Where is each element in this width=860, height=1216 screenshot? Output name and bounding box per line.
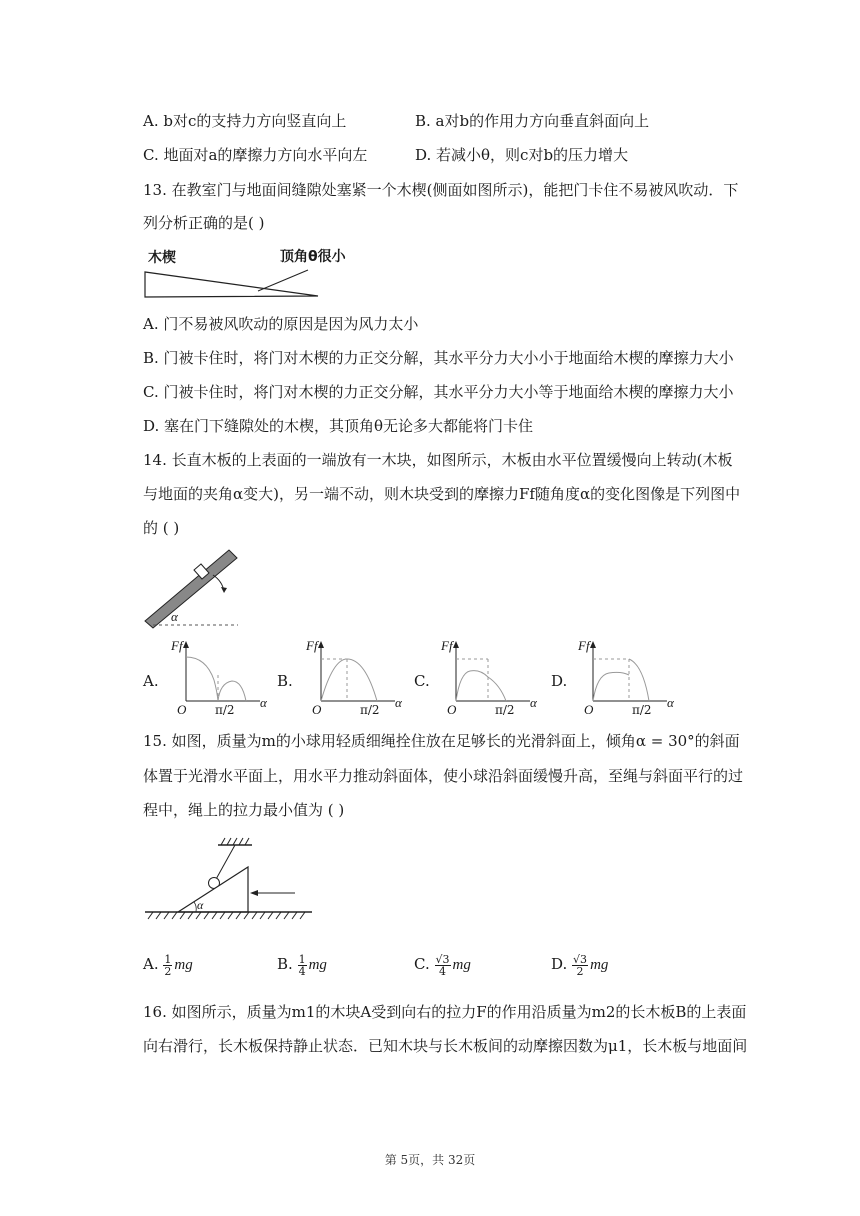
- graph-a-curve-1: [186, 657, 218, 701]
- graph-d-x-label: α: [667, 695, 674, 710]
- q15-stem-line3: 程中，绳上的拉力最小值为 ( ): [143, 801, 345, 819]
- q15-option-c-fraction: $\frac{√3}{4}$: [435, 952, 450, 978]
- graph-d-y-label: Ff: [578, 638, 590, 653]
- q14-graph-c-label: C.: [414, 672, 430, 690]
- rotation-arrowhead: [221, 587, 227, 593]
- graph-a-y-label: Ff: [171, 638, 183, 653]
- q14-graph-b: [305, 635, 410, 720]
- q14-graph-b-label: B.: [277, 672, 293, 690]
- q14-graph-d: [577, 635, 682, 720]
- board-angle-label: α: [171, 609, 178, 624]
- incline-diagram: [140, 835, 320, 925]
- q14-graph-c: [440, 635, 545, 720]
- q13-stem-line2: 列分析正确的是( ): [143, 214, 265, 232]
- q15-option-a-fraction: $\frac{1}{2}$: [164, 952, 172, 978]
- q14-graph-a-label: A.: [143, 672, 159, 690]
- q15-option-b-fraction: $\frac{1}{4}$: [298, 952, 306, 978]
- graph-d-tick: π/2: [632, 703, 652, 717]
- push-force-arrowhead: [250, 890, 258, 896]
- q14-stem-line2: 与地面的夹角α变大)，另一端不动，则木块受到的摩擦力Ff随角度α的变化图像是下列图中: [143, 485, 741, 503]
- graph-b-curve: [321, 659, 377, 701]
- graph-c-curve-1: [456, 671, 488, 701]
- q15-option-c: C. $\frac{√3}{4}$ mg: [414, 952, 471, 978]
- q15-option-a: A. $\frac{1}{2}$ mg: [143, 952, 193, 978]
- q14-board-figure: [140, 545, 245, 633]
- q13-option-b: B. 门被卡住时，将门对木楔的力正交分解，其水平分力大小小于地面给木楔的摩擦力大小: [143, 349, 734, 367]
- graph-d-origin: O: [584, 702, 594, 717]
- q14-stem-line1: 14. 长直木板的上表面的一端放有一木块，如图所示，木板由水平位置缓慢向上转动(木板: [143, 451, 733, 469]
- graph-b-tick: π/2: [360, 703, 380, 717]
- graph-d-curve-1: [593, 672, 629, 701]
- q12-option-b: B. a对b的作用力方向垂直斜面向上: [415, 112, 650, 130]
- wedge-angle-pointer: [258, 270, 308, 291]
- graph-b-y-label: Ff: [306, 638, 318, 653]
- graph-b-x-label: α: [395, 695, 402, 710]
- graph-c-curve-2: [488, 677, 506, 701]
- q14-graph-a: [170, 635, 275, 720]
- page-footer: 第 5页，共 32页: [384, 1153, 476, 1167]
- q12-option-d: D. 若减小θ，则c对b的压力增大: [415, 146, 629, 164]
- graph-b-origin: O: [312, 702, 322, 717]
- graph-a-origin: O: [177, 702, 187, 717]
- graph-c-tick: π/2: [495, 703, 515, 717]
- q15-stem-line2: 体置于光滑水平面上，用水平力推动斜面体，使小球沿斜面缓慢升高，至绳与斜面平行的过: [143, 767, 744, 785]
- q12-option-a: A. b对c的支持力方向竖直向上: [143, 112, 347, 130]
- q15-stem-line1: 15. 如图，质量为m的小球用轻质细绳拴住放在足够长的光滑斜面上，倾角α = 30°的斜面: [143, 732, 740, 750]
- wedge-label-right: 顶角θ很小: [280, 249, 346, 265]
- q14-graph-d-label: D.: [551, 672, 568, 690]
- q13-option-d: D. 塞在门下缝隙处的木楔，其顶角θ无论多大都能将门卡住: [143, 417, 534, 435]
- q16-stem-line2: 向右滑行，长木板保持静止状态．已知木块与长木板间的动摩擦因数为μ1，长木板与地面间: [143, 1037, 748, 1055]
- q14-stem-line3: 的 ( ): [143, 519, 180, 537]
- q15-option-d: D. $\frac{√3}{2}$ mg: [551, 952, 609, 978]
- graph-c-x-label: α: [530, 695, 537, 710]
- q13-wedge-figure: [140, 244, 370, 304]
- graph-c-y-label: Ff: [441, 638, 453, 653]
- q16-stem-line1: 16. 如图所示，质量为m1的木块A受到向右的拉力F的作用沿质量为m2的长木板B的上表面: [143, 1003, 747, 1021]
- q13-option-a: A. 门不易被风吹动的原因是因为风力太小: [143, 315, 419, 333]
- graph-a-tick: π/2: [215, 703, 235, 717]
- q12-option-c: C. 地面对a的摩擦力方向水平向左: [143, 146, 368, 164]
- inclined-board-diagram: [140, 545, 245, 633]
- rope: [215, 845, 235, 881]
- wedge-label-left: 木楔: [148, 250, 176, 266]
- wedge-shape: [145, 272, 318, 297]
- graph-d-curve-2: [629, 659, 649, 701]
- incline-angle-label: α: [197, 898, 204, 912]
- q15-incline-figure: [140, 835, 320, 925]
- q15-option-d-fraction: $\frac{√3}{2}$: [573, 952, 588, 978]
- graph-a-curve-2: [218, 681, 246, 701]
- inclined-block: [178, 867, 248, 912]
- graph-a-x-label: α: [260, 695, 267, 710]
- q15-option-b: B. $\frac{1}{4}$ mg: [277, 952, 327, 978]
- q13-option-c: C. 门被卡住时，将门对木楔的力正交分解，其水平分力大小等于地面给木楔的摩擦力大小: [143, 383, 734, 401]
- q13-stem-line1: 13. 在教室门与地面间缝隙处塞紧一个木楔(侧面如图所示)，能把门卡住不易被风吹动．下: [143, 181, 739, 199]
- graph-c-origin: O: [447, 702, 457, 717]
